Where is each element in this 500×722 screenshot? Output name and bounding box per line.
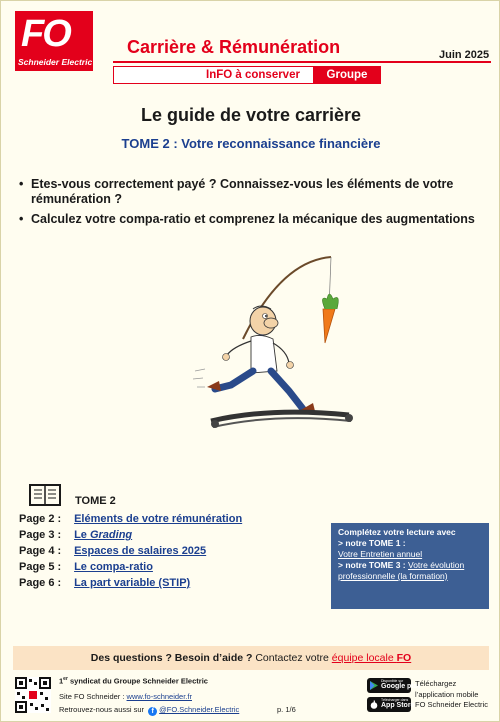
- fo-logo: [15, 11, 93, 71]
- social-label: Retrouvez-nous aussi sur: [59, 705, 147, 714]
- site-label: Site FO Schneider :: [59, 692, 127, 701]
- newsletter-title: Carrière & Rémunération: [127, 37, 341, 57]
- local-team-link-text: équipe locale: [331, 652, 397, 664]
- sidebox-tome1-link-text[interactable]: Votre Entretien annuel: [338, 549, 423, 559]
- toc-link-em: Grading: [89, 529, 133, 541]
- logo-main-text: FO: [21, 13, 70, 55]
- app-text-line: FO Schneider Electric: [415, 700, 488, 709]
- app-text-line: l’application mobile: [415, 689, 479, 699]
- toc-page: Page 6 :: [19, 577, 62, 589]
- syndicat-rank-sup: er: [63, 676, 68, 682]
- footer-site: [59, 692, 192, 701]
- help-text: Contactez votre: [252, 652, 332, 664]
- toc-link[interactable]: Espaces de salaires 2025: [74, 545, 207, 557]
- logo-sub-text: Schneider Electric: [18, 57, 93, 67]
- qr-code: [15, 677, 51, 713]
- app-store-badge[interactable]: [367, 697, 415, 712]
- footer-syndicat: [59, 676, 208, 686]
- sidebox-tome1-label: [338, 538, 482, 549]
- google-play-label: Google play: [381, 683, 422, 690]
- toc-link-prefix: Le: [74, 529, 90, 541]
- bullet-item: • Etes-vous correctement payé ? Connaissez-vous les éléments de votre rémunération ?: [19, 177, 489, 207]
- sidebox-tome3-link-cont[interactable]: professionnelle (la formation): [338, 571, 448, 581]
- sidebox-tome3-line: [338, 560, 482, 571]
- google-play-badge[interactable]: [367, 678, 422, 693]
- app-download-text: [415, 679, 495, 711]
- local-team-link[interactable]: [332, 652, 411, 664]
- google-play-small: Disponible sur: [381, 679, 404, 683]
- guide-title: Le guide de votre carrière: [140, 105, 362, 125]
- sidebox-tome3-link[interactable]: Votre évolution: [408, 560, 465, 570]
- help-question: Des questions ? Besoin d’aide ?: [90, 652, 253, 664]
- apple-icon: [370, 700, 378, 709]
- tome-title: TOME 2 : Votre reconnaissance financière: [121, 136, 381, 151]
- page-number: p. 1/6: [277, 705, 296, 714]
- app-text-line: Téléchargez: [415, 679, 457, 688]
- google-play-icon: [370, 681, 378, 690]
- title-divider: [113, 61, 491, 63]
- footer-social: [59, 705, 239, 716]
- further-reading-box: [331, 523, 489, 609]
- sidebox-tome1-link[interactable]: [338, 549, 482, 560]
- treadmill-carrot-illustration: [191, 251, 361, 441]
- sidebox-heading: Complétez votre lecture avec: [338, 527, 456, 537]
- syndicat-text: syndicat du Groupe Schneider Electric: [67, 676, 208, 686]
- toc-page: Page 5 :: [19, 561, 62, 573]
- facebook-link[interactable]: @FO.Schneider.Electric: [159, 705, 240, 714]
- help-bar: [13, 646, 489, 670]
- bullet-item: • Calculez votre compa-ratio et comprenez la mécanique des augmentations: [19, 212, 489, 227]
- toc-link[interactable]: [74, 529, 132, 541]
- toc-link[interactable]: La part variable (STIP): [74, 577, 191, 589]
- intro-bullets: [19, 177, 489, 232]
- local-team-link-fo: FO: [396, 652, 412, 664]
- app-store-label: App Store: [381, 702, 415, 709]
- toc-row: [19, 513, 242, 525]
- app-store-small: Télécharger dans: [381, 698, 409, 702]
- group-badge: Groupe: [313, 66, 381, 84]
- syndicat-rank: 1: [59, 676, 64, 686]
- toc-row: [19, 577, 190, 589]
- book-icon: [29, 484, 61, 506]
- toc-page: Page 2 :: [19, 513, 62, 525]
- facebook-icon: f: [148, 707, 157, 716]
- toc-link[interactable]: Le compa-ratio: [74, 561, 153, 573]
- sidebox-tome3-line2[interactable]: [338, 571, 482, 582]
- toc-heading: TOME 2: [75, 495, 116, 507]
- toc-page: Page 4 :: [19, 545, 62, 557]
- toc-row: [19, 561, 153, 573]
- toc-link[interactable]: Eléments de votre rémunération: [74, 513, 243, 525]
- sidebox-tome3-label: > notre TOME 3 :: [338, 560, 406, 570]
- info-label: InFO à conserver: [206, 69, 300, 81]
- toc-row: [19, 545, 206, 557]
- toc-row: [19, 529, 132, 541]
- site-link[interactable]: www.fo-schneider.fr: [126, 692, 192, 701]
- toc-page: Page 3 :: [19, 529, 62, 541]
- sidebox-tome1-label-text: > notre TOME 1 :: [338, 538, 406, 548]
- issue-date: Juin 2025: [439, 49, 490, 61]
